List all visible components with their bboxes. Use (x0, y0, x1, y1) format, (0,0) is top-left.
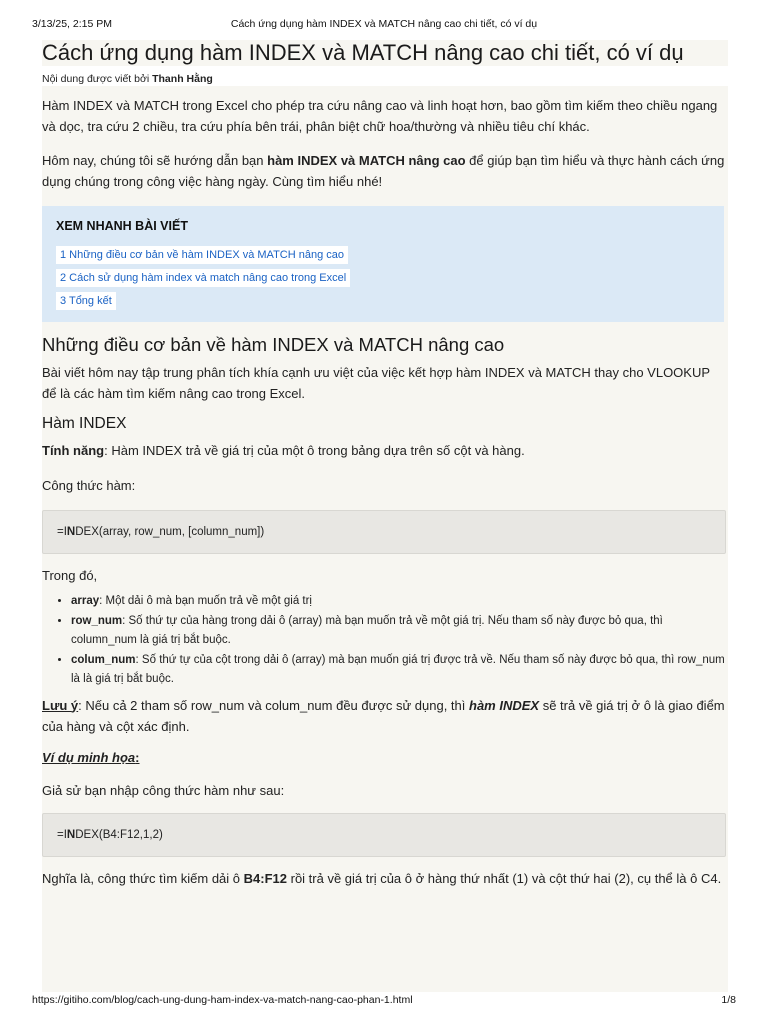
example-formula-bold-char: N (66, 828, 76, 841)
meaning-paragraph (42, 868, 726, 889)
note-after: sẽ trả về giá trị ở ô là giao điểm của hàng và cột xác định. (42, 697, 725, 734)
formula-prefix: =I (57, 526, 67, 538)
print-url: https://gitiho.com/blog/cach-ung-dung-ham-index-va-match-nang-cao-phan-1.html (32, 994, 413, 1006)
example-formula-rest: DEX(B4:F12,1,2) (75, 828, 163, 841)
example-label (42, 750, 140, 765)
note-paragraph (42, 695, 726, 737)
toc-link-basics[interactable]: 1 Những điều cơ bản về hàm INDEX và MATCH nâng cao (56, 246, 348, 264)
meaning-bold: B4:F12 (243, 870, 287, 886)
meaning-after: rồi trả về giá trị của ô ở hàng thứ nhất (1) và cột thứ hai (2), cụ thể là ô C4. (287, 870, 722, 886)
article-title: Cách ứng dụng hàm INDEX và MATCH nâng cao chi tiết, có ví dụ (42, 40, 684, 65)
today-text-after: để giúp bạn tìm hiểu và thực hành cách ứng dụng chúng trong công việc hàng ngày. Cùng tìm hiểu nhé! (42, 153, 725, 189)
param-name: array (71, 595, 100, 607)
today-paragraph (42, 150, 726, 192)
example-label-paragraph (42, 747, 726, 768)
param-name: colum_num (71, 653, 136, 666)
formula-code-box (42, 510, 726, 554)
where-label: Trong đó, (42, 568, 98, 583)
parameter-list (42, 592, 726, 690)
print-page-number: 1/8 (721, 994, 736, 1006)
article-body (42, 95, 726, 889)
list-item (71, 612, 726, 651)
example-formula-prefix: =I (57, 828, 67, 841)
toc-title: XEM NHANH BÀI VIẾT (56, 219, 188, 233)
print-date: 3/13/25, 2:15 PM (32, 18, 112, 30)
note-text: : Nếu cả 2 tham số row_num và colum_num đều được sử dụng, thì (78, 697, 469, 713)
note-label: Lưu ý (42, 697, 79, 713)
print-header (32, 18, 736, 32)
formula-label: Công thức hàm: (42, 478, 136, 493)
example-label-text: Ví dụ minh họa (42, 749, 136, 765)
author-prefix: Nội dung được viết bởi (42, 73, 153, 85)
param-desc: : Một dải ô mà bạn muốn trả về một giá trị (99, 595, 312, 607)
feature-label: Tính năng (42, 443, 105, 458)
today-text-before: Hôm nay, chúng tôi sẽ hướng dẫn bạn (42, 153, 268, 168)
formula-bold-char: N (66, 526, 76, 538)
section-intro-paragraph: Bài viết hôm nay tập trung phân tích khía cạnh ưu việt của việc kết hợp hàm INDEX và MATCH thay cho VLOOKUP để là các hàm tìm kiếm nâng cao trong Excel. (42, 365, 710, 401)
table-of-contents (42, 206, 724, 322)
meaning-before: Nghĩa là, công thức tìm kiếm dải ô (42, 870, 244, 886)
example-code-box (42, 813, 726, 857)
print-doc-title: Cách ứng dụng hàm INDEX và MATCH nâng cao chi tiết, có ví dụ (230, 18, 538, 30)
intro-paragraph: Hàm INDEX và MATCH trong Excel cho phép tra cứu nâng cao và linh hoạt hơn, bao gồm tìm kiếm theo chiều ngang và dọc, tra cứu 2 chiều, tra cứu phía bên trái, phân biệt chữ hoa/thường và nhiều tiêu chí khác. (42, 98, 718, 134)
list-item (71, 592, 726, 612)
param-desc: : Số thứ tự của hàng trong dải ô (array) mà bạn muốn trả về một giá trị. Nếu tham số này được bỏ qua, thì column_num là giá trị bắt buộc. (71, 614, 663, 646)
author-name: Thanh Hằng (152, 73, 213, 85)
param-desc: : Số thứ tự của cột trong dải ô (array) mà bạn muốn giá trị được trả về. Nếu tham số này được bỏ qua, thì row_num là là giá trị bắt buộc. (71, 653, 725, 685)
feature-paragraph (42, 440, 726, 461)
feature-text: : Hàm INDEX trả về giá trị của một ô trong bảng dựa trên số cột và hàng. (104, 443, 525, 458)
print-footer (32, 994, 736, 1008)
today-text-bold: hàm INDEX và MATCH nâng cao (267, 153, 466, 168)
author-line (42, 73, 213, 85)
suppose-paragraph: Giả sử bạn nhập công thức hàm như sau: (42, 782, 285, 798)
note-bold: hàm INDEX (469, 697, 540, 713)
param-name: row_num (71, 614, 123, 627)
list-item (71, 651, 726, 690)
formula-rest: DEX(array, row_num, [column_num]) (75, 526, 265, 538)
toc-link-summary[interactable]: 3 Tổng kết (56, 292, 116, 310)
toc-link-usage[interactable]: 2 Cách sử dụng hàm index và match nâng cao trong Excel (56, 269, 350, 287)
index-subheading: Hàm INDEX (42, 415, 127, 432)
section-heading: Những điều cơ bản về hàm INDEX và MATCH nâng cao (42, 334, 505, 355)
example-label-colon: : (135, 749, 140, 765)
